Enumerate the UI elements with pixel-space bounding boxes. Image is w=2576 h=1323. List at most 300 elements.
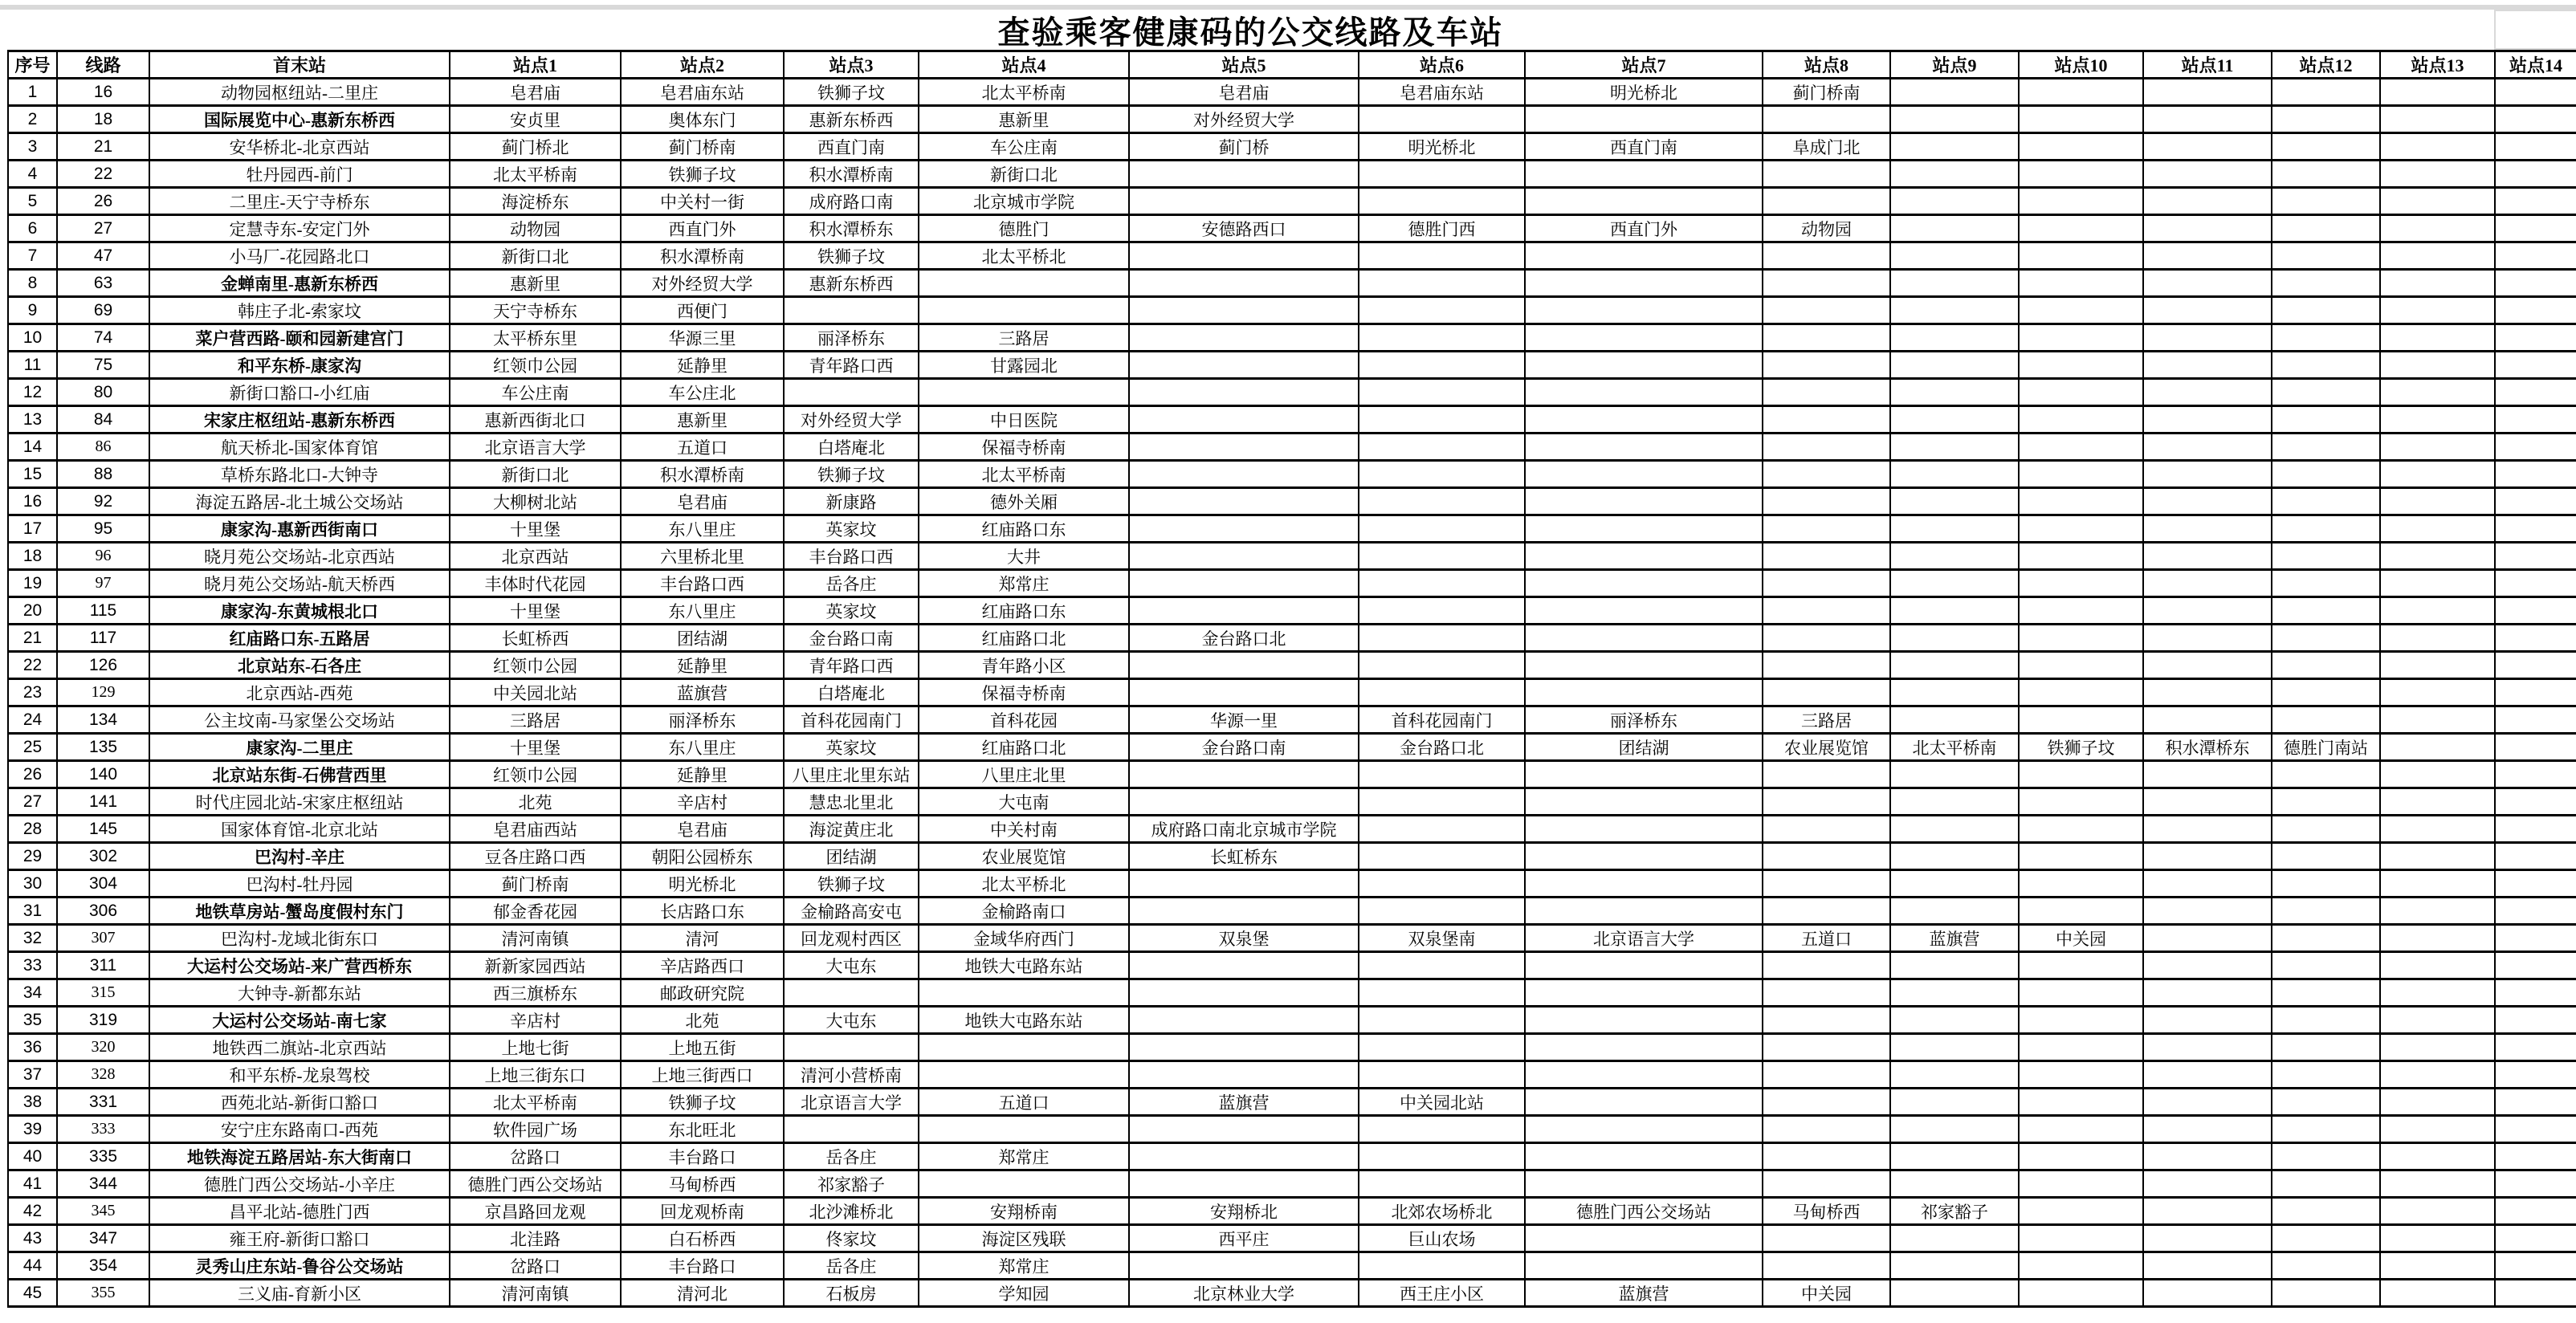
cell-route-number: 126	[57, 652, 149, 679]
title-cell	[7, 10, 2494, 50]
cell-index: 7	[8, 242, 57, 270]
cell-station-8	[1763, 379, 1890, 406]
cell-station-5	[1129, 379, 1359, 406]
cell-station-12	[2272, 434, 2380, 461]
cell-station-11	[2143, 352, 2272, 379]
top-right-corner-cell	[2494, 10, 2576, 50]
cell-station-2: 丽泽桥东	[621, 706, 784, 734]
cell-station-6	[1359, 843, 1525, 870]
cell-station-3: 对外经贸大学	[784, 406, 919, 434]
cell-station-2: 上地五街	[621, 1034, 784, 1061]
cell-station-8	[1763, 761, 1890, 788]
column-header-4: 站点2	[621, 51, 784, 79]
cell-station-14	[2495, 597, 2576, 625]
table-row	[8, 898, 2576, 925]
column-header-12: 站点10	[2019, 51, 2143, 79]
cell-station-10	[2019, 106, 2143, 133]
table-row	[8, 1007, 2576, 1034]
cell-station-6: 巨山农场	[1359, 1225, 1525, 1252]
cell-route-number: 135	[57, 734, 149, 761]
cell-station-1: 北太平桥南	[450, 1089, 621, 1116]
cell-station-9	[1890, 816, 2019, 843]
cell-index: 26	[8, 761, 57, 788]
cell-station-2: 延静里	[621, 761, 784, 788]
cell-station-3: 积水潭桥东	[784, 215, 919, 242]
cell-route-name: 康家沟-东黄城根北口	[149, 597, 450, 625]
cell-station-9	[1890, 324, 2019, 352]
cell-station-13	[2380, 925, 2495, 952]
cell-station-8	[1763, 788, 1890, 816]
title-row	[7, 10, 2576, 50]
cell-route-name: 灵秀山庄东站-鲁谷公交场站	[149, 1252, 450, 1280]
cell-station-7	[1525, 679, 1763, 706]
cell-station-11	[2143, 625, 2272, 652]
cell-station-2: 团结湖	[621, 625, 784, 652]
cell-station-12	[2272, 1061, 2380, 1089]
cell-station-8	[1763, 1252, 1890, 1280]
cell-station-11	[2143, 1143, 2272, 1170]
cell-route-name: 菜户营西路-颐和园新建宫门	[149, 324, 450, 352]
cell-station-6	[1359, 242, 1525, 270]
cell-station-10	[2019, 952, 2143, 979]
cell-station-13	[2380, 1143, 2495, 1170]
cell-station-2: 清河北	[621, 1280, 784, 1307]
cell-station-4: 北太平桥南	[919, 461, 1129, 488]
table-row	[8, 79, 2576, 106]
cell-station-4: 八里庄北里	[919, 761, 1129, 788]
cell-station-13	[2380, 1198, 2495, 1225]
cell-route-name: 巴沟村-辛庄	[149, 843, 450, 870]
cell-station-3: 丽泽桥东	[784, 324, 919, 352]
cell-station-1: 蓟门桥南	[450, 870, 621, 898]
cell-station-12	[2272, 324, 2380, 352]
cell-station-9	[1890, 161, 2019, 188]
cell-station-2: 清河	[621, 925, 784, 952]
cell-station-8	[1763, 515, 1890, 543]
cell-station-14	[2495, 1061, 2576, 1089]
cell-index: 1	[8, 79, 57, 106]
cell-route-number: 315	[57, 979, 149, 1007]
cell-route-number: 92	[57, 488, 149, 515]
cell-station-12	[2272, 215, 2380, 242]
cell-station-7	[1525, 434, 1763, 461]
cell-station-14	[2495, 79, 2576, 106]
cell-station-12	[2272, 761, 2380, 788]
cell-station-14	[2495, 870, 2576, 898]
cell-index: 42	[8, 1198, 57, 1225]
cell-station-9	[1890, 1116, 2019, 1143]
column-header-9: 站点7	[1525, 51, 1763, 79]
cell-station-14	[2495, 1170, 2576, 1198]
cell-station-14	[2495, 1034, 2576, 1061]
cell-station-8	[1763, 1007, 1890, 1034]
cell-station-13	[2380, 1225, 2495, 1252]
cell-station-6	[1359, 515, 1525, 543]
cell-station-7	[1525, 761, 1763, 788]
table-row	[8, 570, 2576, 597]
cell-route-name: 海淀五路居-北土城公交场站	[149, 488, 450, 515]
cell-station-6: 皂君庙东站	[1359, 79, 1525, 106]
cell-station-13	[2380, 1089, 2495, 1116]
cell-station-6: 北郊农场桥北	[1359, 1198, 1525, 1225]
cell-station-14	[2495, 379, 2576, 406]
cell-station-5	[1129, 898, 1359, 925]
cell-station-2: 邮政研究院	[621, 979, 784, 1007]
table-row	[8, 324, 2576, 352]
cell-station-11	[2143, 706, 2272, 734]
cell-station-12	[2272, 1116, 2380, 1143]
cell-station-13	[2380, 979, 2495, 1007]
cell-route-name: 昌平北站-德胜门西	[149, 1198, 450, 1225]
cell-station-7	[1525, 625, 1763, 652]
cell-station-2: 丰台路口	[621, 1252, 784, 1280]
cell-station-5	[1129, 1143, 1359, 1170]
cell-route-number: 140	[57, 761, 149, 788]
cell-station-5	[1129, 297, 1359, 324]
table-row	[8, 597, 2576, 625]
cell-route-name: 北京站东-石各庄	[149, 652, 450, 679]
cell-station-14	[2495, 434, 2576, 461]
cell-station-13	[2380, 297, 2495, 324]
cell-station-13	[2380, 597, 2495, 625]
table-row	[8, 952, 2576, 979]
cell-station-2: 皂君庙	[621, 488, 784, 515]
cell-station-8	[1763, 597, 1890, 625]
page-title: 查验乘客健康码的公交线路及车站	[997, 14, 1504, 51]
cell-station-2: 东北旺北	[621, 1116, 784, 1143]
cell-station-4	[919, 979, 1129, 1007]
cell-station-7	[1525, 379, 1763, 406]
cell-station-5	[1129, 652, 1359, 679]
column-header-10: 站点8	[1763, 51, 1890, 79]
column-header-14: 站点12	[2272, 51, 2380, 79]
cell-station-6: 西王庄小区	[1359, 1280, 1525, 1307]
cell-station-14	[2495, 952, 2576, 979]
cell-station-3: 惠新东桥西	[784, 270, 919, 297]
table-row	[8, 816, 2576, 843]
cell-route-name: 红庙路口东-五路居	[149, 625, 450, 652]
cell-station-7	[1525, 870, 1763, 898]
cell-station-9	[1890, 434, 2019, 461]
cell-station-1: 太平桥东里	[450, 324, 621, 352]
cell-station-7	[1525, 1252, 1763, 1280]
cell-station-4: 农业展览馆	[919, 843, 1129, 870]
cell-station-6	[1359, 406, 1525, 434]
cell-station-4: 北京城市学院	[919, 188, 1129, 215]
cell-route-name: 地铁草房站-蟹岛度假村东门	[149, 898, 450, 925]
cell-route-number: 74	[57, 324, 149, 352]
cell-station-5: 皂君庙	[1129, 79, 1359, 106]
table-row	[8, 406, 2576, 434]
cell-station-6	[1359, 570, 1525, 597]
cell-station-14	[2495, 1252, 2576, 1280]
cell-station-12	[2272, 1034, 2380, 1061]
cell-station-1: 动物园	[450, 215, 621, 242]
cell-station-2: 辛店村	[621, 788, 784, 816]
table-row	[8, 625, 2576, 652]
cell-station-8	[1763, 625, 1890, 652]
cell-station-10	[2019, 488, 2143, 515]
cell-station-12	[2272, 1089, 2380, 1116]
cell-station-13	[2380, 625, 2495, 652]
cell-station-3: 团结湖	[784, 843, 919, 870]
cell-index: 18	[8, 543, 57, 570]
cell-station-9: 蓝旗营	[1890, 925, 2019, 952]
cell-station-14	[2495, 297, 2576, 324]
cell-route-name: 航天桥北-国家体育馆	[149, 434, 450, 461]
cell-station-9	[1890, 870, 2019, 898]
table-row	[8, 1252, 2576, 1280]
cell-station-9	[1890, 106, 2019, 133]
table-row	[8, 734, 2576, 761]
cell-station-1: 皂君庙西站	[450, 816, 621, 843]
table-row	[8, 352, 2576, 379]
cell-station-1: 豆各庄路口西	[450, 843, 621, 870]
cell-station-4	[919, 379, 1129, 406]
cell-station-1: 丰体时代花园	[450, 570, 621, 597]
cell-station-5: 西平庄	[1129, 1225, 1359, 1252]
cell-station-2: 辛店路西口	[621, 952, 784, 979]
cell-station-2: 蓝旗营	[621, 679, 784, 706]
cell-station-8	[1763, 1034, 1890, 1061]
table-row	[8, 215, 2576, 242]
cell-station-13	[2380, 1280, 2495, 1307]
cell-station-3: 西直门南	[784, 133, 919, 161]
cell-station-10	[2019, 1143, 2143, 1170]
cell-station-8: 阜成门北	[1763, 133, 1890, 161]
cell-station-9	[1890, 843, 2019, 870]
cell-route-name: 地铁海淀五路居站-东大街南口	[149, 1143, 450, 1170]
cell-station-9	[1890, 242, 2019, 270]
cell-station-7	[1525, 324, 1763, 352]
cell-station-12	[2272, 515, 2380, 543]
cell-station-1: 长虹桥西	[450, 625, 621, 652]
cell-station-1: 软件园广场	[450, 1116, 621, 1143]
cell-station-8: 五道口	[1763, 925, 1890, 952]
cell-station-14	[2495, 1089, 2576, 1116]
cell-station-6	[1359, 270, 1525, 297]
cell-station-12	[2272, 379, 2380, 406]
cell-station-8: 蓟门桥南	[1763, 79, 1890, 106]
cell-station-6: 金台路口北	[1359, 734, 1525, 761]
cell-station-8	[1763, 461, 1890, 488]
cell-route-number: 331	[57, 1089, 149, 1116]
cell-route-name: 大钟寺-新都东站	[149, 979, 450, 1007]
cell-station-5: 蓝旗营	[1129, 1089, 1359, 1116]
cell-station-5: 安翔桥北	[1129, 1198, 1359, 1225]
cell-station-10	[2019, 679, 2143, 706]
cell-route-number: 333	[57, 1116, 149, 1143]
cell-route-name: 牡丹园西-前门	[149, 161, 450, 188]
cell-station-10	[2019, 706, 2143, 734]
table-row	[8, 1198, 2576, 1225]
cell-station-7: 北京语言大学	[1525, 925, 1763, 952]
cell-station-10	[2019, 843, 2143, 870]
cell-station-6	[1359, 597, 1525, 625]
cell-station-13	[2380, 1034, 2495, 1061]
cell-station-6	[1359, 898, 1525, 925]
cell-station-7	[1525, 406, 1763, 434]
cell-station-9	[1890, 570, 2019, 597]
cell-route-number: 355	[57, 1280, 149, 1307]
cell-station-7	[1525, 1170, 1763, 1198]
cell-station-2: 西直门外	[621, 215, 784, 242]
table-row	[8, 1089, 2576, 1116]
cell-route-number: 328	[57, 1061, 149, 1089]
column-header-2: 首末站	[149, 51, 450, 79]
cell-station-4: 德胜门	[919, 215, 1129, 242]
cell-index: 22	[8, 652, 57, 679]
cell-station-13	[2380, 898, 2495, 925]
cell-station-7	[1525, 979, 1763, 1007]
cell-station-1: 岔路口	[450, 1143, 621, 1170]
spreadsheet	[7, 10, 2576, 1308]
cell-station-5: 对外经贸大学	[1129, 106, 1359, 133]
cell-station-2: 车公庄北	[621, 379, 784, 406]
cell-index: 34	[8, 979, 57, 1007]
cell-station-11	[2143, 898, 2272, 925]
cell-station-3: 铁狮子坟	[784, 242, 919, 270]
cell-station-14	[2495, 406, 2576, 434]
cell-station-5: 成府路口南北京城市学院	[1129, 816, 1359, 843]
cell-index: 33	[8, 952, 57, 979]
cell-station-9	[1890, 461, 2019, 488]
cell-station-11	[2143, 816, 2272, 843]
cell-route-name: 大运村公交场站-来广营西桥东	[149, 952, 450, 979]
cell-station-2: 对外经贸大学	[621, 270, 784, 297]
cell-route-name: 晓月苑公交场站-北京西站	[149, 543, 450, 570]
cell-station-13	[2380, 434, 2495, 461]
cell-station-8	[1763, 870, 1890, 898]
cell-station-14	[2495, 461, 2576, 488]
cell-station-1: 京昌路回龙观	[450, 1198, 621, 1225]
cell-route-number: 80	[57, 379, 149, 406]
cell-station-10	[2019, 515, 2143, 543]
cell-station-9	[1890, 679, 2019, 706]
table-row	[8, 843, 2576, 870]
cell-station-8	[1763, 106, 1890, 133]
cell-station-14	[2495, 652, 2576, 679]
cell-station-4: 红庙路口东	[919, 597, 1129, 625]
cell-station-7	[1525, 1116, 1763, 1143]
cell-station-10	[2019, 788, 2143, 816]
cell-station-3	[784, 979, 919, 1007]
table-row	[8, 188, 2576, 215]
cell-station-8	[1763, 161, 1890, 188]
cell-station-5: 华源一里	[1129, 706, 1359, 734]
cell-index: 15	[8, 461, 57, 488]
cell-station-9	[1890, 270, 2019, 297]
cell-route-number: 97	[57, 570, 149, 597]
cell-station-4: 郑常庄	[919, 1252, 1129, 1280]
cell-index: 38	[8, 1089, 57, 1116]
cell-index: 40	[8, 1143, 57, 1170]
cell-station-12	[2272, 1225, 2380, 1252]
cell-station-10	[2019, 1116, 2143, 1143]
cell-station-5: 双泉堡	[1129, 925, 1359, 952]
cell-station-3: 石板房	[784, 1280, 919, 1307]
cell-station-14	[2495, 1007, 2576, 1034]
cell-station-4	[919, 297, 1129, 324]
cell-station-2: 东八里庄	[621, 734, 784, 761]
cell-route-number: 141	[57, 788, 149, 816]
table-row	[8, 679, 2576, 706]
cell-route-number: 134	[57, 706, 149, 734]
cell-station-7	[1525, 106, 1763, 133]
cell-station-3: 金榆路高安屯	[784, 898, 919, 925]
cell-route-number: 354	[57, 1252, 149, 1280]
cell-station-13	[2380, 379, 2495, 406]
table-row	[8, 1280, 2576, 1307]
cell-station-6	[1359, 324, 1525, 352]
cell-station-10	[2019, 816, 2143, 843]
cell-station-1: 郁金香花园	[450, 898, 621, 925]
cell-station-2: 六里桥北里	[621, 543, 784, 570]
cell-route-name: 韩庄子北-索家坟	[149, 297, 450, 324]
cell-index: 11	[8, 352, 57, 379]
cell-station-5	[1129, 270, 1359, 297]
cell-station-5	[1129, 188, 1359, 215]
cell-station-11	[2143, 952, 2272, 979]
cell-station-8: 三路居	[1763, 706, 1890, 734]
cell-station-11	[2143, 161, 2272, 188]
cell-station-4: 北太平桥北	[919, 242, 1129, 270]
cell-station-7	[1525, 1007, 1763, 1034]
cell-station-6: 德胜门西	[1359, 215, 1525, 242]
cell-station-10	[2019, 1225, 2143, 1252]
cell-station-10	[2019, 1061, 2143, 1089]
cell-station-11	[2143, 406, 2272, 434]
cell-station-13	[2380, 1116, 2495, 1143]
cell-station-6	[1359, 1007, 1525, 1034]
cell-station-11	[2143, 1198, 2272, 1225]
cell-index: 5	[8, 188, 57, 215]
cell-station-9	[1890, 952, 2019, 979]
cell-station-12	[2272, 570, 2380, 597]
cell-station-3: 北沙滩桥北	[784, 1198, 919, 1225]
cell-station-11	[2143, 270, 2272, 297]
cell-station-8: 动物园	[1763, 215, 1890, 242]
cell-station-1: 红领巾公园	[450, 761, 621, 788]
cell-station-11	[2143, 652, 2272, 679]
cell-station-12	[2272, 133, 2380, 161]
cell-route-name: 时代庄园北站-宋家庄枢纽站	[149, 788, 450, 816]
cell-station-2: 西便门	[621, 297, 784, 324]
cell-station-3: 惠新东桥西	[784, 106, 919, 133]
cell-station-3: 金台路口南	[784, 625, 919, 652]
cell-station-6: 中关园北站	[1359, 1089, 1525, 1116]
cell-station-9	[1890, 1225, 2019, 1252]
cell-station-3: 海淀黄庄北	[784, 816, 919, 843]
cell-index: 44	[8, 1252, 57, 1280]
table-row	[8, 106, 2576, 133]
cell-station-8	[1763, 488, 1890, 515]
cell-station-3: 岳各庄	[784, 1143, 919, 1170]
cell-station-4: 三路居	[919, 324, 1129, 352]
cell-station-2: 铁狮子坟	[621, 1089, 784, 1116]
cell-station-9	[1890, 1170, 2019, 1198]
cell-index: 27	[8, 788, 57, 816]
cell-station-2: 奥体东门	[621, 106, 784, 133]
cell-station-9	[1890, 597, 2019, 625]
cell-station-5	[1129, 434, 1359, 461]
cell-station-4: 地铁大屯路东站	[919, 952, 1129, 979]
column-header-11: 站点9	[1890, 51, 2019, 79]
cell-station-4: 红庙路口北	[919, 734, 1129, 761]
table-row	[8, 242, 2576, 270]
cell-station-10	[2019, 242, 2143, 270]
cell-station-10	[2019, 1034, 2143, 1061]
